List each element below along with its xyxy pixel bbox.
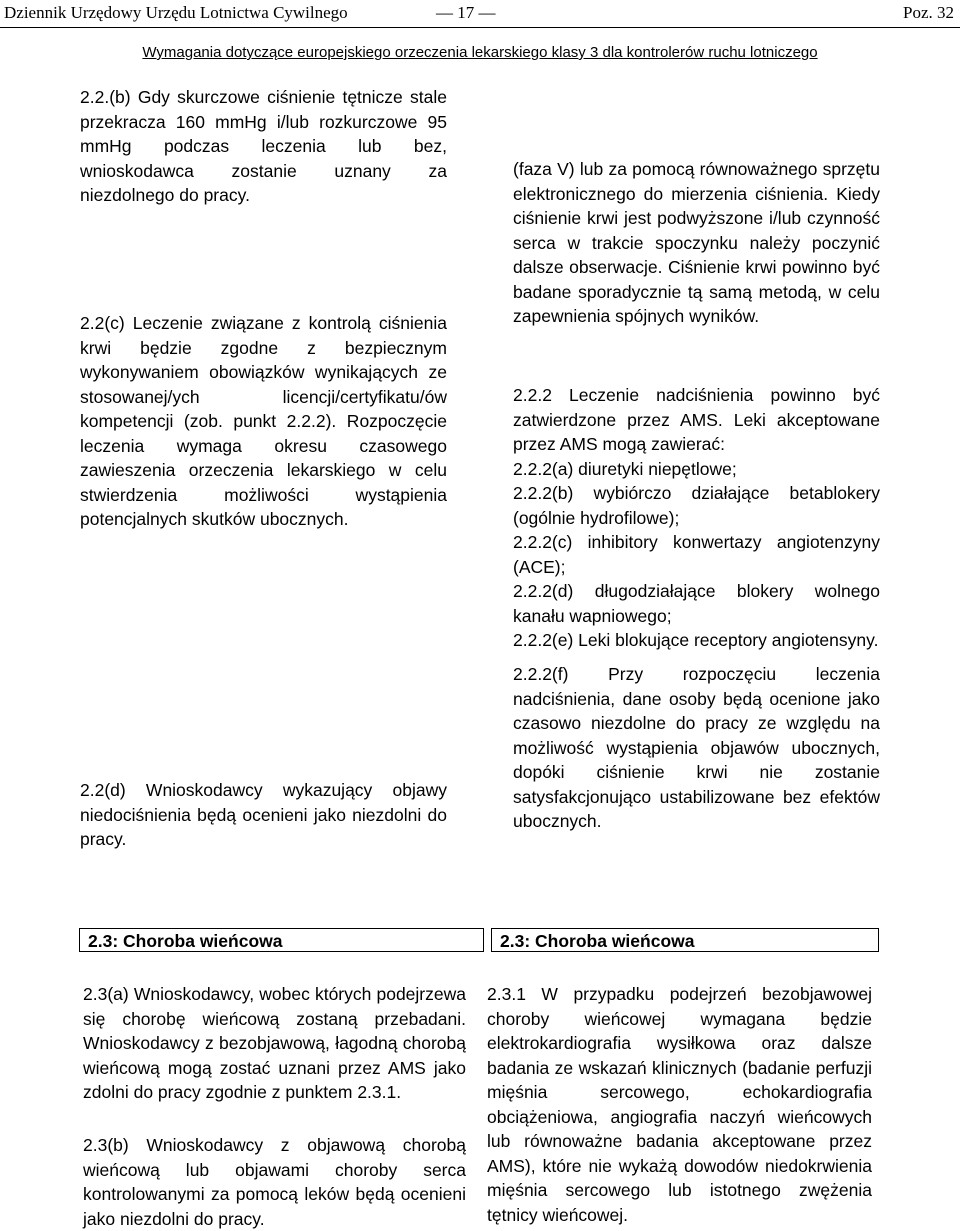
paragraph-2-3-1: 2.3.1 W przypadku podejrzeń bezobjawowej choroby wieńcowej wymagana będzie elektrokardiografia wysiłkowa oraz dalsze badania ze wskazań klinicznych (badanie perfuzji mięśnia sercowego, echokardiografia obciążeniowa, angiografia naczyń wieńcowych lub równoważne badania akceptowane przez AMS), które nie wykażą dowodów niedokrwienia mięśnia sercowego lub istotnego zwężenia tętnicy wieńcowej. <box>487 984 872 1225</box>
journal-title: Dziennik Urzędowy Urzędu Lotnictwa Cywilnego <box>4 3 348 22</box>
list-item: 2.2.2(a) diuretyki niepętlowe; <box>513 458 737 479</box>
position-number: Poz. 32 <box>903 3 954 22</box>
list-item: 2.2.2(d) długodziałające blokery wolnego kanału wapniowego; <box>513 581 880 626</box>
section-heading-right: 2.3: Choroba wieńcowa <box>491 928 879 952</box>
document-subtitle: Wymagania dotyczące europejskiego orzeczenia lekarskiego klasy 3 dla kontrolerów ruchu lotniczego <box>142 44 818 61</box>
section-heading-left: 2.3: Choroba wieńcowa <box>79 928 484 952</box>
paragraph-2-2-2-f: 2.2.2(f) Przy rozpoczęciu leczenia nadciśnienia, dane osoby będą ocenione jako czasowo niezdolne do pracy ze względu na możliwość wystąpienia objawów ubocznych, dopóki ciśnienie krwi nie zostanie satysfakcjonująco ustabilizowane bez efektów ubocznych. <box>513 664 880 831</box>
header-divider <box>0 27 960 28</box>
paragraph-2-2-b: 2.2.(b) Gdy skurczowe ciśnienie tętnicze stale przekracza 160 mmHg i/lub rozkurczowe 95 mmHg podczas leczenia lub bez, wnioskodawca zostanie uznany za niezdolnego do pracy. <box>80 87 447 205</box>
paragraph-faza: (faza V) lub za pomocą równoważnego sprzętu elektronicznego do mierzenia ciśnienia. Kiedy ciśnienie krwi jest podwyższone i/lub czynność serca w trakcie spoczynku należy poczynić dalsze obserwacje. Ciśnienie krwi powinno być badane sporadycznie tą samą metodą, w celu zapewnienia spójnych wyników. <box>513 159 880 326</box>
list-item: 2.2.2 Leczenie nadciśnienia powinno być zatwierdzone przez AMS. Leki akceptowane przez AMS mogą zawierać: <box>513 385 880 454</box>
paragraph-2-3-b: 2.3(b) Wnioskodawcy z objawową chorobą wieńcową lub objawami choroby serca kontrolowanymi za pomocą leków będą ocenieni jako niezdolni do pracy. <box>83 1135 466 1229</box>
list-item: 2.2.2(b) wybiórczo działające betablokery (ogólnie hydrofilowe); <box>513 483 880 528</box>
page-number: — 17 — <box>436 3 496 22</box>
list-item: 2.2.2(c) inhibitory konwertazy angiotenzyny (ACE); <box>513 532 880 577</box>
paragraph-2-3-a: 2.3(a) Wnioskodawcy, wobec których podejrzewa się chorobę wieńcową zostaną przebadani. Wnioskodawcy z bezobjawową, łagodną chorobą wieńcową mogą zostać uznani przez AMS jako zdolni do pracy zgodnie z punktem 2.3.1. <box>83 984 466 1102</box>
paragraph-2-2-c: 2.2(c) Leczenie związane z kontrolą ciśnienia krwi będzie zgodne z bezpiecznym wykonywaniem obowiązków wynikających ze stosowanej/ych licencji/certyfikatu/ów kompetencji (zob. punkt 2.2.2). Rozpoczęcie leczenia wymaga okresu czasowego zawieszenia orzeczenia lekarskiego w celu stwierdzenia możliwości wystąpienia potencjalnych skutków ubocznych. <box>80 313 447 529</box>
paragraph-2-2-d: 2.2(d) Wnioskodawcy wykazujący objawy niedociśnienia będą ocenieni jako niezdolni do pracy. <box>80 780 447 849</box>
paragraph-2-2-2-list <box>513 383 880 653</box>
list-item: 2.2.2(e) Leki blokujące receptory angiotensyny. <box>513 630 879 650</box>
